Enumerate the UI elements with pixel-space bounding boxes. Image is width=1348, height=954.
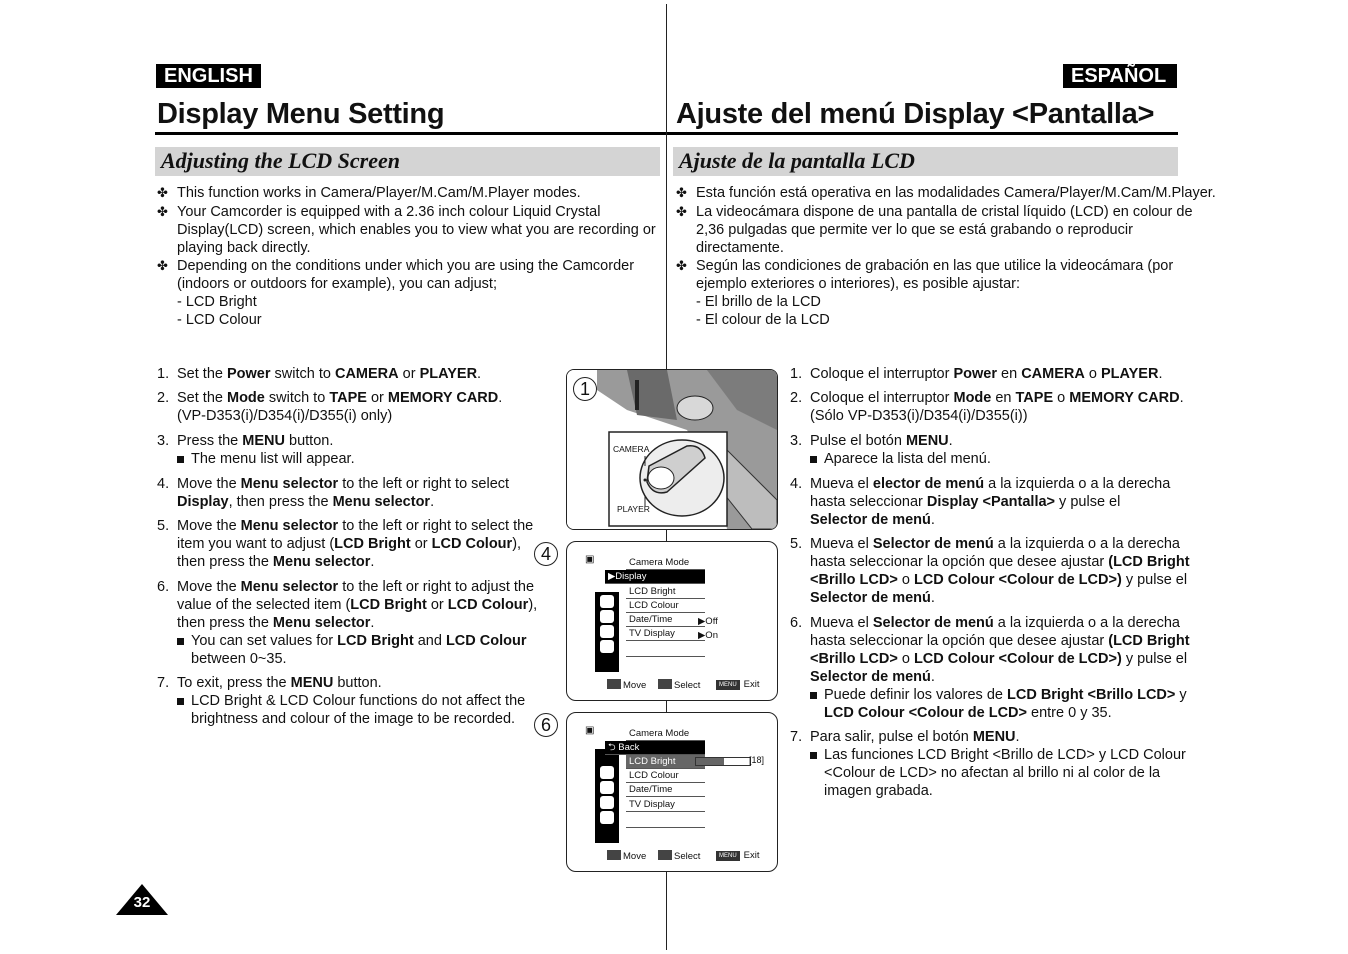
movie-icon [600,610,614,623]
move-label: Move [623,680,647,691]
square-bullet-icon [810,692,817,699]
step-badge-4: 4 [534,542,558,566]
move-label: Move [623,851,647,862]
intro-bullet-text: This function works in Camera/Player/M.Cam/M.Player modes. [177,185,581,201]
menu-item-camera-mode: Camera Mode [626,727,705,741]
step-number: 6. [157,579,170,595]
menu-key-icon: MENU [716,851,740,861]
display-icon [600,796,614,809]
menu-item-lcd-bright: LCD Bright [626,755,705,769]
step-number: 4. [157,476,170,492]
step-text: Move the Menu selector to the left or right to select Display, then press the Menu selector. [177,476,510,510]
step-item [790,728,1186,800]
menu-screen-6 [581,727,693,843]
step-subnote: Puede definir los valores de LCD Bright <Brillo LCD> y LCD Colour <Colour de LCD> entre 0 y 35. [810,686,1190,722]
step-number: 1. [157,366,170,382]
menu-key-icon: MENU [716,680,740,690]
step-badge-1: 1 [573,377,597,401]
step-text: To exit, press the MENU button. LCD Bright & LCD Colour functions do not affect the brightness and colour of the image to be recorded. [177,675,526,727]
menu-item-lcd-colour: LCD Colour [626,769,705,783]
tape-icon: ▣ [585,554,595,565]
intro-bullet [157,184,581,202]
square-bullet-icon [810,752,817,759]
step-subnote: The menu list will appear. [177,450,355,468]
lcd-bright-value: [18] [749,755,765,765]
menu-item-blank [626,813,705,828]
select-icon [658,679,672,689]
page-title-es: Ajuste del menú Display <Pantalla> [676,98,1155,130]
step-text: Set the Power switch to CAMERA or PLAYER. [177,366,482,382]
menu-item-display: ▶Display [605,570,705,584]
move-icon [607,850,621,860]
step-number: 7. [157,675,170,691]
step-subnote: LCD Bright & LCD Colour functions do not affect the brightness and colour of the image to be recorded. [177,692,525,728]
intro-bullet-text: Your Camcorder is equipped with a 2.36 inch colour Liquid Crystal Display(LCD) screen, which enables you to view what you are recording or playing back directly. [177,204,656,256]
bullet-cross-icon: ✤ [676,258,687,273]
step-subnote: You can set values for LCD Bright and LCD Colour between 0~35. [177,632,537,668]
lcd-bright-level-fill [696,758,724,765]
bullet-cross-icon: ✤ [157,204,168,219]
intro-bullet [157,203,656,257]
lcd-bright-level-bar [695,757,751,766]
option-off: ▶Off [698,616,718,627]
step-subnote: Las funciones LCD Bright <Brillo de LCD> y LCD Colour <Colour de LCD> no afectan al brillo ni al color de la imagen grabada. [810,746,1186,800]
english-label: ENGLISH [156,64,261,88]
footer-move [607,850,646,862]
camera-icon [600,766,614,779]
title-rule-es [667,132,1178,135]
step-text: Mueva el Selector de menú a la izquierda o a la derecha hasta seleccionar la opción que desee ajustar (LCD Bright <Brillo LCD> o LCD Colour <Colour de LCD>) y pulse el Selector de menú. Puede definir los valores de LCD Bright <Brillo LCD> y LCD Colour <Colour de LCD> entre 0 y 35. [810,615,1190,721]
figure-power-switch [566,369,778,530]
step-text: Pulse el botón MENU. Aparece la lista del menú. [810,433,991,467]
menu-item-lcd-colour: LCD Colour [626,599,705,613]
square-bullet-icon [177,698,184,705]
step-text: Set the Mode switch to TAPE or MEMORY CARD. (VP-D353(i)/D354(i)/D355(i) only) [177,390,503,424]
player-position-label: PLAYER [617,504,650,514]
subtitle-en: Adjusting the LCD Screen [161,148,400,173]
menu-item-date-time: Date/Time [626,613,705,627]
step-text: Mueva el elector de menú a la izquierda o a la derecha hasta seleccionar Display <Pantalla> y pulse el Selector de menú. [810,476,1171,528]
step-number: 1. [790,366,803,382]
tape-icon: ▣ [585,725,595,736]
step-number: 7. [790,729,803,745]
settings-icon [600,811,614,824]
step-item [157,475,509,511]
bullet-cross-icon: ✤ [157,185,168,200]
camera-position-label: CAMERA [613,444,650,454]
intro-bullet-text: La videocámara dispone de una pantalla de cristal líquido (LCD) en colour de 2,36 pulgadas que permite ver lo que se está grabando o reproducir directamente. [696,204,1193,256]
menu-item-back: ⮌ Back [605,741,705,755]
step-item [157,578,537,668]
step-number: 2. [157,390,170,406]
figure-lcd-bright [566,712,778,872]
square-bullet-icon [177,638,184,645]
menu-item-lcd-bright: LCD Bright [626,585,705,599]
step-item [157,365,481,383]
intro-bullet [676,257,1173,329]
menu-item-blank [626,642,705,657]
bullet-cross-icon: ✤ [676,204,687,219]
step-number: 5. [790,536,803,552]
camera-icon [600,595,614,608]
settings-icon [600,640,614,653]
intro-bullet-text: Esta función está operativa en las modalidades Camera/Player/M.Cam/M.Player. [696,185,1216,201]
step-text: Press the MENU button. The menu list will appear. [177,433,355,467]
footer-select [658,850,700,862]
footer-move [607,679,646,691]
step-number: 3. [790,433,803,449]
select-label: Select [674,680,701,691]
subtitle-es: Ajuste de la pantalla LCD [679,148,915,173]
square-bullet-icon [177,456,184,463]
menu-item-camera-mode: Camera Mode [626,556,705,570]
menu-screen-4 [581,556,693,672]
step-number: 2. [790,390,803,406]
step-item [157,674,525,728]
intro-bullet [676,203,1193,257]
figure-display-menu [566,541,778,701]
step-number: 5. [157,518,170,534]
option-on: ▶On [698,630,718,641]
bullet-cross-icon: ✤ [157,258,168,273]
step-number: 3. [157,433,170,449]
intro-bullet-text: Depending on the conditions under which you are using the Camcorder (indoors or outdoors for example), you can adjust; - LCD Bright - LCD Colour [177,258,635,328]
step-text: Coloque el interruptor Mode en TAPE o MEMORY CARD. (Sólo VP-D353(i)/D354(i)/D355(i)) [810,390,1184,424]
display-icon [600,625,614,638]
step-text: Move the Menu selector to the left or right to adjust the value of the selected item (LCD Bright or LCD Colour), then press the Menu selector. You can set values for LCD Bright and LCD Colour between 0~35. [177,579,538,667]
exit-label: Exit [743,850,760,861]
intro-bullet [676,184,1216,202]
step-text: Mueva el Selector de menú a la izquierda o a la derecha hasta seleccionar la opción que desee ajustar (LCD Bright <Brillo LCD> o LCD Colour <Colour de LCD>) y pulse el Selector de menú. [810,536,1190,606]
step-item [790,432,991,468]
footer-exit [716,679,760,690]
step-number: 6. [790,615,803,631]
bullet-cross-icon: ✤ [676,185,687,200]
select-label: Select [674,851,701,862]
step-item [790,365,1162,383]
movie-icon [600,781,614,794]
step-item [790,535,1190,607]
select-icon [658,850,672,860]
intro-bullet [157,257,634,329]
menu-item-tv-display: TV Display [626,627,705,641]
camcorder-switch-illustration [567,370,777,529]
square-bullet-icon [810,456,817,463]
step-item [157,432,355,468]
espanol-label: ESPAÑOL [1063,64,1177,88]
step-text: Move the Menu selector to the left or right to select the item you want to adjust (LCD Bright or LCD Colour), then press the Menu selector. [177,518,534,570]
step-item [790,389,1184,425]
step-item [790,475,1170,529]
menu-item-tv-display: TV Display [626,798,705,812]
step-number: 4. [790,476,803,492]
title-rule-en [155,132,666,135]
step-badge-6: 6 [534,713,558,737]
step-subnote: Aparece la lista del menú. [810,450,991,468]
step-item [157,517,533,571]
step-text: Para salir, pulse el botón MENU. Las funciones LCD Bright <Brillo de LCD> y LCD Colour <Colour de LCD> no afectan al brillo ni al color de la imagen grabada. [810,729,1186,799]
step-text: Coloque el interruptor Power en CAMERA o PLAYER. [810,366,1163,382]
page-title-en: Display Menu Setting [157,98,445,130]
step-item [157,389,502,425]
subtitle-bar-en [155,147,660,176]
footer-select [658,679,700,691]
step-item [790,614,1190,722]
move-icon [607,679,621,689]
exit-label: Exit [743,679,760,690]
footer-exit [716,850,760,861]
menu-item-date-time: Date/Time [626,783,705,797]
page-number: 32 [133,894,151,911]
intro-bullet-text: Según las condiciones de grabación en las que utilice la videocámara (por ejemplo exteriores o interiores), es posible ajustar: - El brillo de la LCD - El colour de la LCD [696,258,1174,328]
subtitle-bar-es [673,147,1178,176]
